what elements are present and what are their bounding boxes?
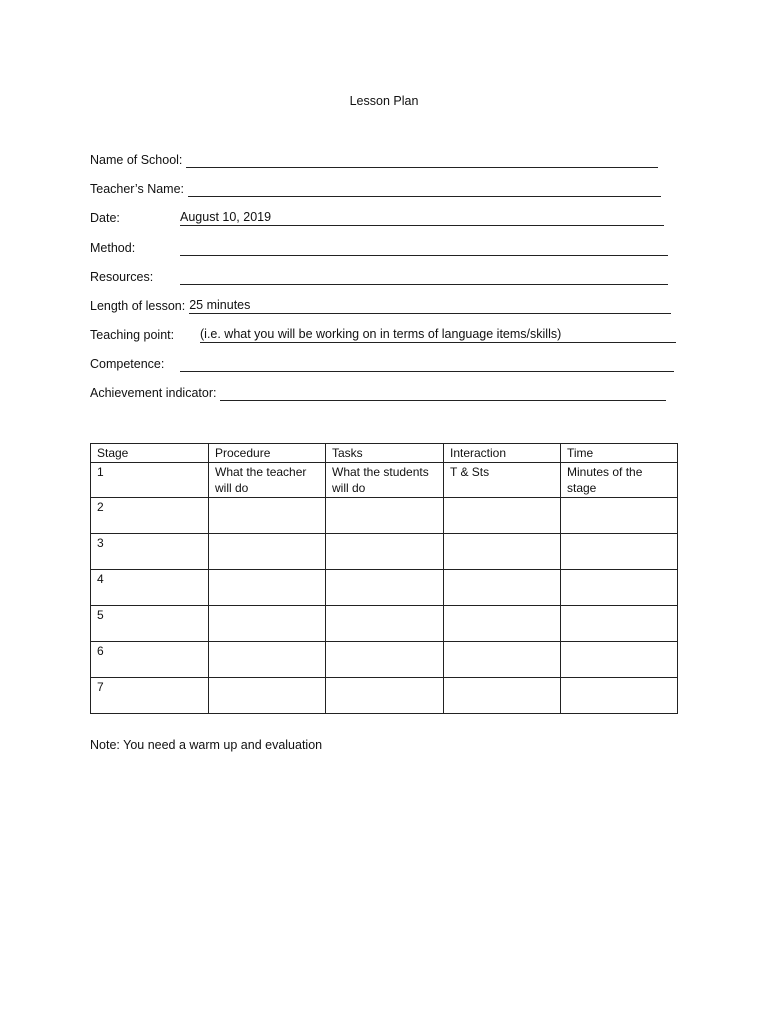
- field-date: [90, 208, 664, 226]
- table-cell[interactable]: T & Sts: [444, 463, 561, 498]
- table-cell[interactable]: [209, 642, 326, 678]
- table-row: [91, 463, 678, 498]
- table-cell[interactable]: Minutes of the stage: [561, 463, 678, 498]
- table-cell[interactable]: [444, 498, 561, 534]
- field-label-teaching-point: Teaching point:: [90, 327, 175, 342]
- table-row: [91, 642, 678, 678]
- teacher-input-line[interactable]: [188, 181, 661, 197]
- field-competence: [90, 354, 674, 372]
- document-title: Lesson Plan: [349, 94, 419, 108]
- date-input-line[interactable]: [180, 210, 664, 226]
- table-cell[interactable]: [444, 534, 561, 570]
- table-cell[interactable]: [209, 498, 326, 534]
- table-cell[interactable]: [326, 642, 444, 678]
- length-input-line[interactable]: [189, 298, 671, 314]
- table-cell[interactable]: [561, 678, 678, 714]
- table-cell[interactable]: [561, 642, 678, 678]
- table-cell[interactable]: [444, 678, 561, 714]
- lesson-stages-table: [90, 443, 678, 714]
- header-cell-procedure: Procedure: [209, 444, 326, 463]
- header-cell-interaction: Interaction: [444, 444, 561, 463]
- field-name-of-school: [90, 150, 658, 168]
- table-cell[interactable]: What the students will do: [326, 463, 444, 498]
- competence-input-line[interactable]: [180, 356, 674, 372]
- table-row: [91, 498, 678, 534]
- table-cell[interactable]: 4: [91, 570, 209, 606]
- date-value: August 10, 2019: [180, 209, 272, 224]
- header-cell-tasks: Tasks: [326, 444, 444, 463]
- table-cell[interactable]: [561, 534, 678, 570]
- table-row: [91, 678, 678, 714]
- school-input-line[interactable]: [186, 152, 658, 168]
- table-cell[interactable]: [561, 498, 678, 534]
- field-teaching-point: [90, 325, 676, 343]
- table-cell[interactable]: [561, 606, 678, 642]
- table-cell[interactable]: 6: [91, 642, 209, 678]
- table-cell[interactable]: 1: [91, 463, 209, 498]
- table-cell[interactable]: [209, 570, 326, 606]
- table-cell[interactable]: 7: [91, 678, 209, 714]
- field-method: [90, 238, 668, 256]
- field-label-resources: Resources:: [90, 269, 154, 284]
- table-cell[interactable]: [326, 606, 444, 642]
- table-cell[interactable]: [561, 570, 678, 606]
- field-label-achievement: Achievement indicator:: [90, 385, 217, 400]
- field-label-method: Method:: [90, 240, 136, 255]
- field-resources: [90, 267, 668, 285]
- achievement-input-line[interactable]: [220, 385, 666, 401]
- table-row: [91, 534, 678, 570]
- field-label-school: Name of School:: [90, 152, 183, 167]
- table-cell[interactable]: [326, 570, 444, 606]
- table-row: [91, 570, 678, 606]
- teaching-point-input-line[interactable]: [200, 327, 676, 343]
- teaching-point-value: (i.e. what you will be working on in terms of language items/skills): [200, 326, 562, 341]
- field-teachers-name: [90, 179, 661, 197]
- method-input-line[interactable]: [180, 240, 668, 256]
- table-row: [91, 606, 678, 642]
- header-cell-time: Time: [561, 444, 678, 463]
- table-cell[interactable]: [444, 606, 561, 642]
- table-cell[interactable]: [326, 498, 444, 534]
- table-cell[interactable]: 2: [91, 498, 209, 534]
- table-cell[interactable]: [326, 534, 444, 570]
- field-label-teacher: Teacher’s Name:: [90, 181, 185, 196]
- table-cell[interactable]: [209, 534, 326, 570]
- field-label-competence: Competence:: [90, 356, 165, 371]
- field-length-of-lesson: [90, 296, 671, 314]
- table-header-row: [91, 444, 678, 463]
- field-label-date: Date:: [90, 210, 120, 225]
- table-cell[interactable]: 5: [91, 606, 209, 642]
- field-achievement-indicator: [90, 383, 666, 401]
- resources-input-line[interactable]: [180, 269, 668, 285]
- table-cell[interactable]: What the teacher will do: [209, 463, 326, 498]
- note-text: Note: You need a warm up and evaluation: [90, 738, 323, 752]
- table-cell[interactable]: [444, 570, 561, 606]
- table-cell[interactable]: [444, 642, 561, 678]
- field-label-length: Length of lesson:: [90, 298, 186, 313]
- table-cell[interactable]: 3: [91, 534, 209, 570]
- table-cell[interactable]: [326, 678, 444, 714]
- header-cell-stage: Stage: [91, 444, 209, 463]
- table-cell[interactable]: [209, 678, 326, 714]
- table-cell[interactable]: [209, 606, 326, 642]
- length-value: 25 minutes: [189, 297, 251, 312]
